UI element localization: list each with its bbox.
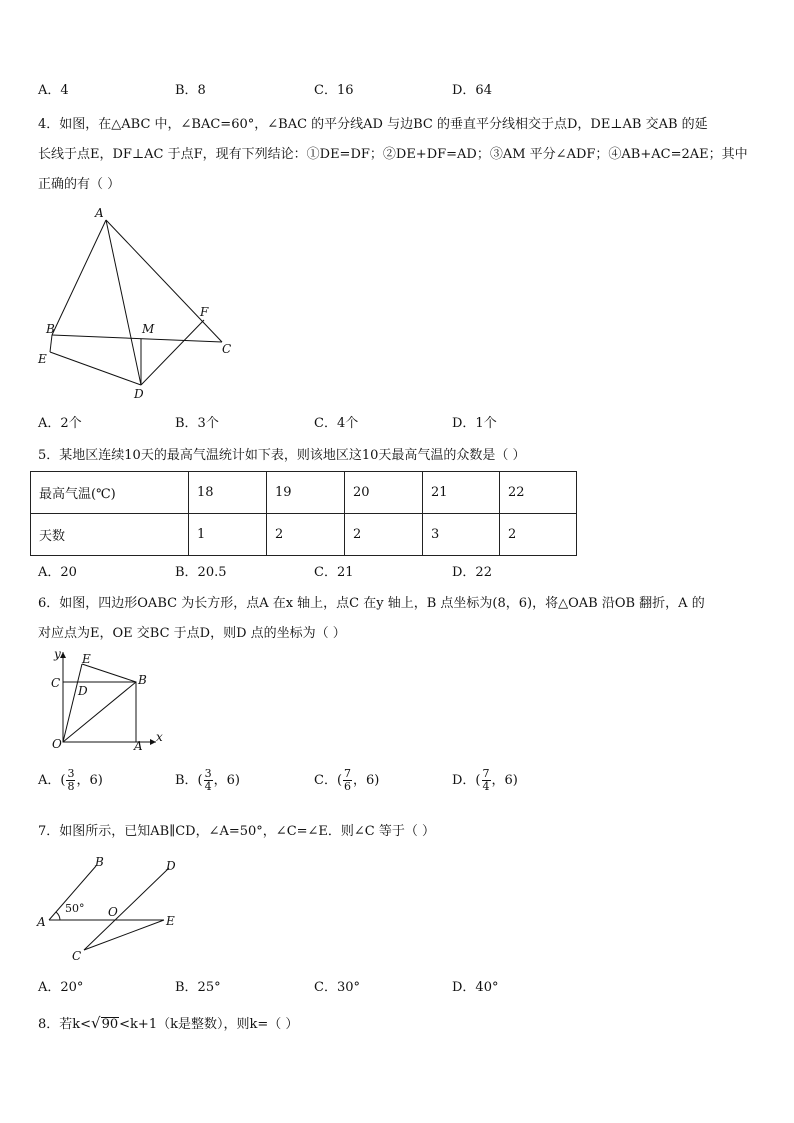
table-cell: 1 xyxy=(189,514,267,556)
q4-stem-line1: 4．如图，在△ABC 中，∠BAC=60°，∠BAC 的平分线AD 与边BC 的垂直平分线相交于点D，DE⊥AB 交AB 的延 xyxy=(38,117,708,132)
q6-label-o: O xyxy=(52,737,62,751)
fraction-denominator: 4 xyxy=(204,780,212,793)
q4-line-bc xyxy=(52,335,222,342)
q4-line-ed xyxy=(50,352,141,385)
q6-option-a-fraction xyxy=(66,768,75,793)
q7-option-b: B．25° xyxy=(175,980,221,995)
q8-radicand: 90 xyxy=(101,1017,119,1032)
table-cell: 天数 xyxy=(31,514,189,556)
table-cell: 20 xyxy=(345,472,423,514)
table-cell: 18 xyxy=(189,472,267,514)
fraction-numerator: 7 xyxy=(482,767,490,780)
q7-line-cd xyxy=(84,868,169,950)
q4-label-f: F xyxy=(200,305,209,319)
q6-label-a: A xyxy=(134,739,143,752)
table-cell: 2 xyxy=(500,514,577,556)
q6-option-b-prefix: B．( xyxy=(175,773,203,788)
fraction-numerator: 7 xyxy=(344,767,352,780)
q6-option-d-suffix: ，6) xyxy=(491,773,518,788)
q5-option-a: A．20 xyxy=(38,565,77,580)
q7-label-b: B xyxy=(95,855,104,869)
q4-label-d: D xyxy=(134,387,144,401)
q5-option-b: B．20.5 xyxy=(175,565,227,580)
q4-line-ad xyxy=(106,220,141,385)
q7-angle-label: 50° xyxy=(65,902,85,915)
q5-stem: 5．某地区连续10天的最高气温统计如下表，则该地区这10天最高气温的众数是（ ） xyxy=(38,448,526,463)
q6-label-d: D xyxy=(78,684,88,698)
q6-option-d-fraction xyxy=(482,768,491,793)
q3-option-c: C．16 xyxy=(314,83,354,98)
q4-option-a: A．2个 xyxy=(38,416,82,431)
table-cell: 最高气温(℃) xyxy=(31,472,189,514)
q3-option-d: D．64 xyxy=(452,83,492,98)
q4-line-ab xyxy=(52,220,106,335)
q7-option-c: C．30° xyxy=(314,980,360,995)
q4-label-e: E xyxy=(38,352,47,366)
q7-option-a: A．20° xyxy=(38,980,84,995)
q7-label-e: E xyxy=(166,914,175,928)
fraction-denominator: 6 xyxy=(344,780,352,793)
q4-stem-line2: 长线于点E，DF⊥AC 于点F，现有下列结论：①DE=DF；②DE+DF=AD；③AM 平分∠ADF；④AB+AC=2AE；其中 xyxy=(38,147,748,162)
q4-label-b: B xyxy=(46,322,55,336)
q6-line-oe xyxy=(63,664,82,742)
q8-prefix: 8．若k< xyxy=(38,1017,92,1032)
table-cell: 2 xyxy=(267,514,345,556)
q6-option-a xyxy=(38,768,103,793)
q6-option-c-fraction xyxy=(343,768,352,793)
table-cell: 2 xyxy=(345,514,423,556)
q4-option-d: D．1个 xyxy=(452,416,497,431)
q4-option-c: C．4个 xyxy=(314,416,359,431)
q6-label-e: E xyxy=(82,652,91,666)
q6-rectangle-figure xyxy=(44,646,174,752)
q6-label-x: x xyxy=(156,730,163,744)
q3-option-a: A．4 xyxy=(38,83,69,98)
fraction-denominator: 8 xyxy=(67,780,75,793)
q7-option-d: D．40° xyxy=(452,980,499,995)
q6-label-b: B xyxy=(138,673,147,687)
q7-label-o: O xyxy=(108,905,118,919)
q6-option-c-suffix: ，6) xyxy=(353,773,380,788)
table-cell: 3 xyxy=(423,514,500,556)
q7-label-d: D xyxy=(166,859,176,873)
q4-stem-line3: 正确的有（ ） xyxy=(38,177,121,192)
fraction-numerator: 3 xyxy=(204,767,212,780)
q6-option-a-suffix: ，6) xyxy=(76,773,103,788)
q6-option-b-suffix: ，6) xyxy=(213,773,240,788)
q6-option-a-prefix: A．( xyxy=(38,773,66,788)
q6-y-arrow xyxy=(60,652,66,658)
q7-label-c: C xyxy=(72,949,82,963)
table-row xyxy=(31,514,577,556)
q7-label-a: A xyxy=(37,915,46,929)
table-cell: 22 xyxy=(500,472,577,514)
table-cell: 19 xyxy=(267,472,345,514)
q5-option-d: D．22 xyxy=(452,565,492,580)
q6-line-ob xyxy=(63,682,136,742)
q6-option-c xyxy=(314,768,379,793)
q6-option-c-prefix: C．( xyxy=(314,773,343,788)
q5-option-c: C．21 xyxy=(314,565,354,580)
q4-label-a: A xyxy=(95,206,104,220)
q6-option-d-prefix: D．( xyxy=(452,773,481,788)
sqrt-icon: √ xyxy=(91,1014,101,1032)
q4-label-m: M xyxy=(142,322,155,336)
q7-angle-arc xyxy=(56,912,60,920)
table-cell: 21 xyxy=(423,472,500,514)
q7-stem: 7．如图所示，已知AB∥CD，∠A=50°，∠C=∠E．则∠C 等于（ ） xyxy=(38,824,436,839)
q4-option-b: B．3个 xyxy=(175,416,219,431)
table-row xyxy=(31,472,577,514)
q8-suffix: <k+1（k是整数），则k=（ ） xyxy=(119,1017,299,1032)
q4-line-be xyxy=(50,335,52,352)
q7-parallel-lines-figure xyxy=(34,850,194,968)
q4-triangle-figure xyxy=(34,202,244,402)
q5-temperature-table xyxy=(30,471,577,556)
q8-stem xyxy=(38,1014,298,1034)
q6-label-c: C xyxy=(51,676,61,690)
q3-option-b: B．8 xyxy=(175,83,206,98)
q7-line-ce xyxy=(84,920,164,950)
fraction-denominator: 4 xyxy=(482,780,490,793)
fraction-numerator: 3 xyxy=(67,767,75,780)
q6-stem-line2: 对应点为E，OE 交BC 于点D，则D 点的坐标为（ ） xyxy=(38,626,346,641)
q6-stem-line1: 6．如图，四边形OABC 为长方形，点A 在x 轴上，点C 在y 轴上，B 点坐标为(8，6)，将△OAB 沿OB 翻折，A 的 xyxy=(38,596,705,611)
q6-line-eb xyxy=(82,664,136,682)
q4-line-ac xyxy=(106,220,222,342)
q4-label-c: C xyxy=(222,342,232,356)
q6-option-b xyxy=(175,768,240,793)
q6-option-d xyxy=(452,768,518,793)
q6-option-b-fraction xyxy=(204,768,213,793)
q6-label-y: y xyxy=(54,647,61,661)
